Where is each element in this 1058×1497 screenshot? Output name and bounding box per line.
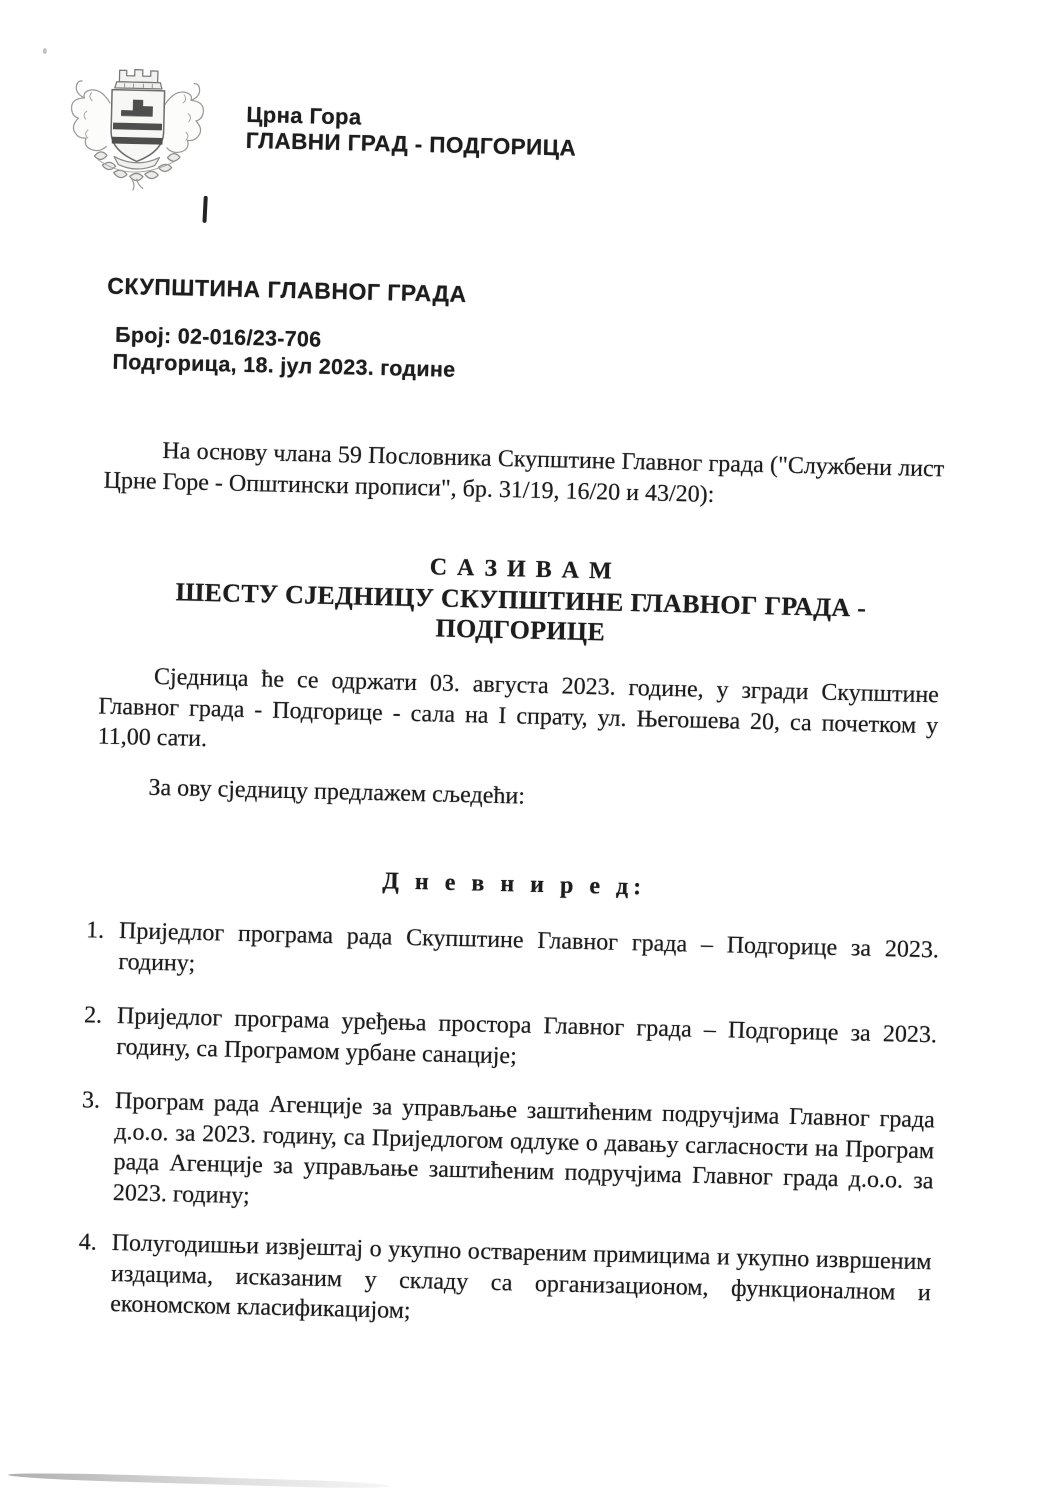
convocation-title-block [100, 547, 942, 656]
podgorica-coat-of-arms-icon [59, 55, 214, 197]
letterhead-titles [245, 102, 577, 162]
agenda-item-number: 1. [85, 917, 105, 944]
agenda-item-number: 3. [81, 1087, 101, 1114]
agenda-item-text: Програм рада Агенције за управљање заштићеним подручјима Главног града д.о.о. за 2023. годину, са Приједлогом одлуке о давању сагласности на Програм рада Агенције за управљање заштићеним подручјима Главног града д.о.о. за 2023. годину; [112, 1088, 936, 1209]
agenda-item [85, 916, 940, 996]
agenda-item-text: Приједлог програма рада Скупштине Главног града – Подгорице за 2023. годину; [118, 918, 940, 977]
agenda-item [83, 1001, 938, 1081]
agenda-item-number: 4. [78, 1229, 98, 1256]
agenda-item-text: Приједлог програма уређења простора Главног града – Подгорице за 2023. годину, са Програмом урбане санације; [116, 1003, 938, 1069]
country-name: Црна Гора [246, 101, 362, 130]
agenda-item-number: 2. [83, 1002, 103, 1029]
agenda-item [81, 1086, 936, 1227]
city-name: ГЛАВНИ ГРАД - ПОДГОРИЦА [245, 127, 577, 161]
scan-speck [43, 48, 47, 54]
reference-number: Број: 02-016/23-706 [114, 322, 322, 352]
intro-paragraph: На основу члана 59 Пословника Скупштине Главног града ("Службени лист Црне Горе - Општински прописи", бр. 31/19, 16/20 и 43/20): [103, 437, 945, 508]
agenda-heading: Д н е в н и р е д: [382, 868, 647, 901]
agenda-item-text: Полугодишњи извјештај о укупно оствареним примицима и укупно извршеним издацима, исказаним у складу са организационом, функционалном и економском класификацијом; [110, 1229, 932, 1325]
place-and-date: Подгорица, 18. јул 2023. године [112, 349, 456, 382]
convocation-session-title: ШЕСТУ СЈЕДНИЦУ СКУПШТИНЕ ГЛАВНОГ ГРАДА - ПОДГОРИЦЕ [175, 577, 867, 647]
ink-mark [202, 196, 207, 223]
agenda-item [78, 1228, 932, 1339]
session-details: Сједница ће се одржати 03. августа 2023. године, у згради Скупштине Главног града - Подгорице - сала на I спрату, ул. Његошева 20, са почетком у 11,00 сати. [97, 663, 940, 753]
convocation-verb: С А З И В А М [429, 554, 615, 585]
proposal-line: За ову сједницу предлажем сљедећи: [148, 774, 526, 810]
institution-name: СКУПШТИНА ГЛАВНОГ ГРАДА [106, 272, 467, 308]
